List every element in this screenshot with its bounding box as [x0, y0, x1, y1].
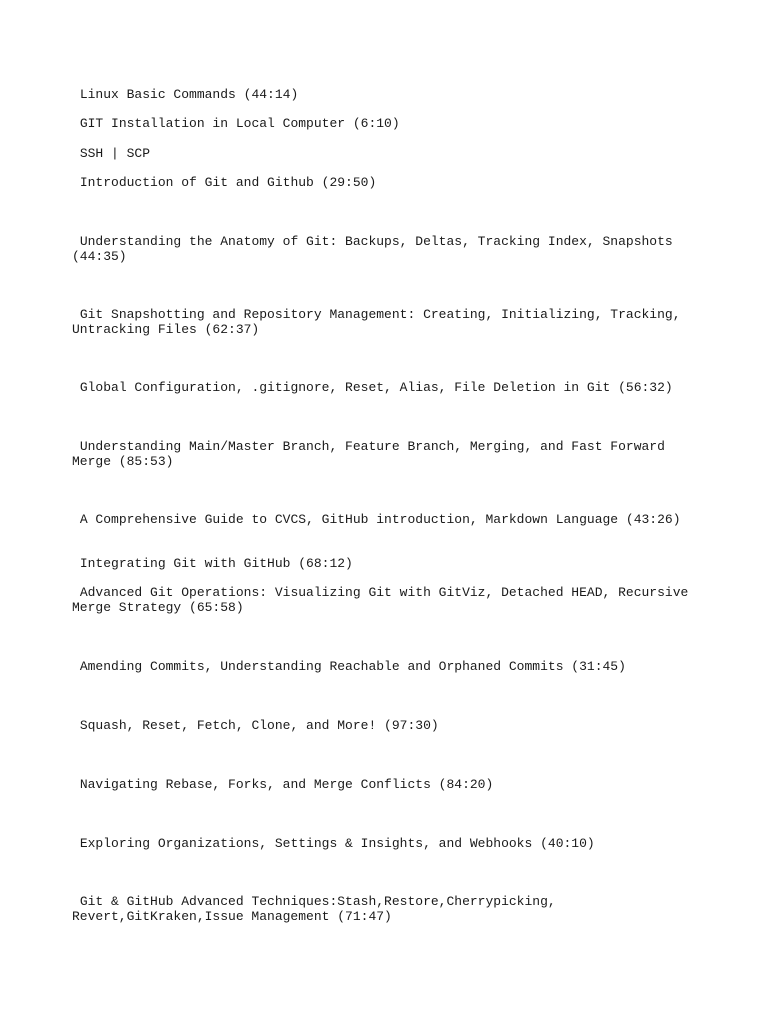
lesson-item-amending-commits: Amending Commits, Understanding Reachable and Orphaned Commits (31:45)	[72, 659, 626, 674]
lesson-item-anatomy-of-git: Understanding the Anatomy of Git: Backups, Deltas, Tracking Index, Snapshots (44:35)	[72, 234, 681, 264]
lesson-item-branching-merging: Understanding Main/Master Branch, Feature Branch, Merging, and Fast Forward Merge (85:53)	[72, 439, 673, 469]
lesson-item-rebase-forks-conflicts: Navigating Rebase, Forks, and Merge Conflicts (84:20)	[72, 777, 494, 792]
lesson-item-advanced-git-operations: Advanced Git Operations: Visualizing Git with GitViz, Detached HEAD, Recursive Merge Strategy (65:58)	[72, 585, 697, 615]
lesson-item-cvcs-github-markdown: A Comprehensive Guide to CVCS, GitHub introduction, Markdown Language (43:26)	[72, 512, 681, 527]
lesson-item-integrating-git-github: Integrating Git with GitHub (68:12)	[72, 556, 353, 571]
lesson-item-linux-basic-commands: Linux Basic Commands (44:14)	[72, 87, 299, 102]
lesson-item-squash-reset-fetch: Squash, Reset, Fetch, Clone, and More! (97:30)	[72, 718, 439, 733]
lesson-item-ssh-scp: SSH | SCP	[72, 146, 151, 161]
lesson-item-intro-git-github: Introduction of Git and Github (29:50)	[72, 175, 377, 190]
lesson-item-advanced-techniques: Git & GitHub Advanced Techniques:Stash,Restore,Cherrypicking, Revert,GitKraken,Issue Management (71:47)	[72, 894, 564, 924]
lesson-item-git-installation: GIT Installation in Local Computer (6:10)	[72, 116, 400, 131]
lesson-item-organizations-webhooks: Exploring Organizations, Settings & Insights, and Webhooks (40:10)	[72, 836, 595, 851]
lesson-item-global-configuration: Global Configuration, .gitignore, Reset, Alias, File Deletion in Git (56:32)	[72, 380, 673, 395]
lesson-item-snapshotting-repo-management: Git Snapshotting and Repository Management: Creating, Initializing, Tracking, Untracking Files (62:37)	[72, 307, 689, 337]
